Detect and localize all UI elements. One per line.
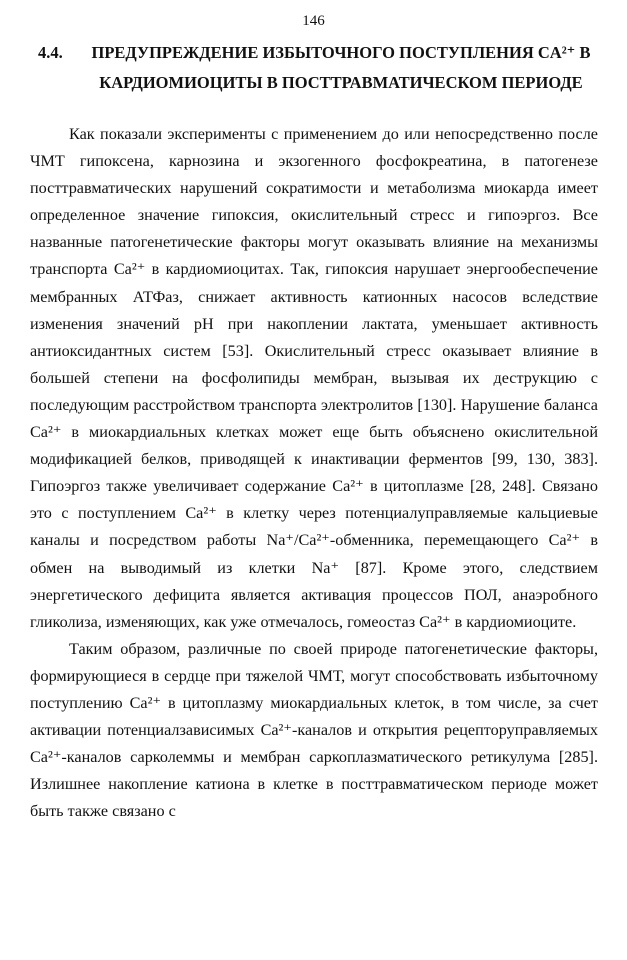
body-text [30,121,598,825]
section-heading [38,38,598,98]
section-number: 4.4. [38,43,63,62]
page-number: 146 [302,13,325,29]
paragraph: Как показали эксперименты с применением до или непосредственно после ЧМТ гипоксена, карнозина и экзогенного фосфокреатина, в патогенезе посттравматических нарушений сократимости и метаболизма миокарда имеет определенное значение гипоксия, окислительный стресс и гипоэргоз. Все названные патогенетические факторы могут оказывать влияние на механизмы транспорта Ca²⁺ в кардиомиоцитах. Так, гипоксия нарушает энергообеспечение мембранных АТФаз, снижает активность катионных насосов вследствие изменения значений рН при накоплении лактата, уменьшает активность антиоксидантных систем [53]. Окислительный стресс оказывает влияние в большей степени на фосфолипиды мембран, вызывая их деструкцию с последующим расстройством транспорта электролитов [130]. Нарушение баланса Ca²⁺ в миокардиальных клетках может еще быть объяснено окислительной модификацией белков, приводящей к инактивации ферментов [99, 130, 383]. Гипоэргоз также увеличивает содержание Ca²⁺ в цитоплазме [28, 248]. Связано это с поступлением Ca²⁺ в клетку через потенциалуправляемые кальциевые каналы и посредством работы Na⁺/Ca²⁺-обменника, перемещающего Ca²⁺ в обмен на выводимый из клетки Na⁺ [87]. Кроме этого, следствием энергетического дефицита является активация процессов ПОЛ, анаэробного гликолиза, изменяющих, как уже отмечалось, гомеостаз Ca²⁺ в кардиомиоците. [30,125,598,631]
section-title: ПРЕДУПРЕЖДЕНИЕ ИЗБЫТОЧНОГО ПОСТУПЛЕНИЯ CA²⁺ В КАРДИОМИОЦИТЫ В ПОСТТРАВМАТИЧЕСКОМ ПЕРИОДЕ [91,43,591,92]
paragraph: Таким образом, различные по своей природе патогенетические факторы, формирующиеся в сердце при тяжелой ЧМТ, могут способствовать избыточному поступлению Ca²⁺ в цитоплазму миокардиальных клеток, в том числе, за счет активации потенциалзависимых Ca²⁺-каналов и открытия рецепторуправляемых Ca²⁺-каналов сарколеммы и мембран саркоплазматического ретикулума [285]. Излишнее накопление катиона в клетке в посттравматическом периоде может быть также связано с [30,639,598,821]
